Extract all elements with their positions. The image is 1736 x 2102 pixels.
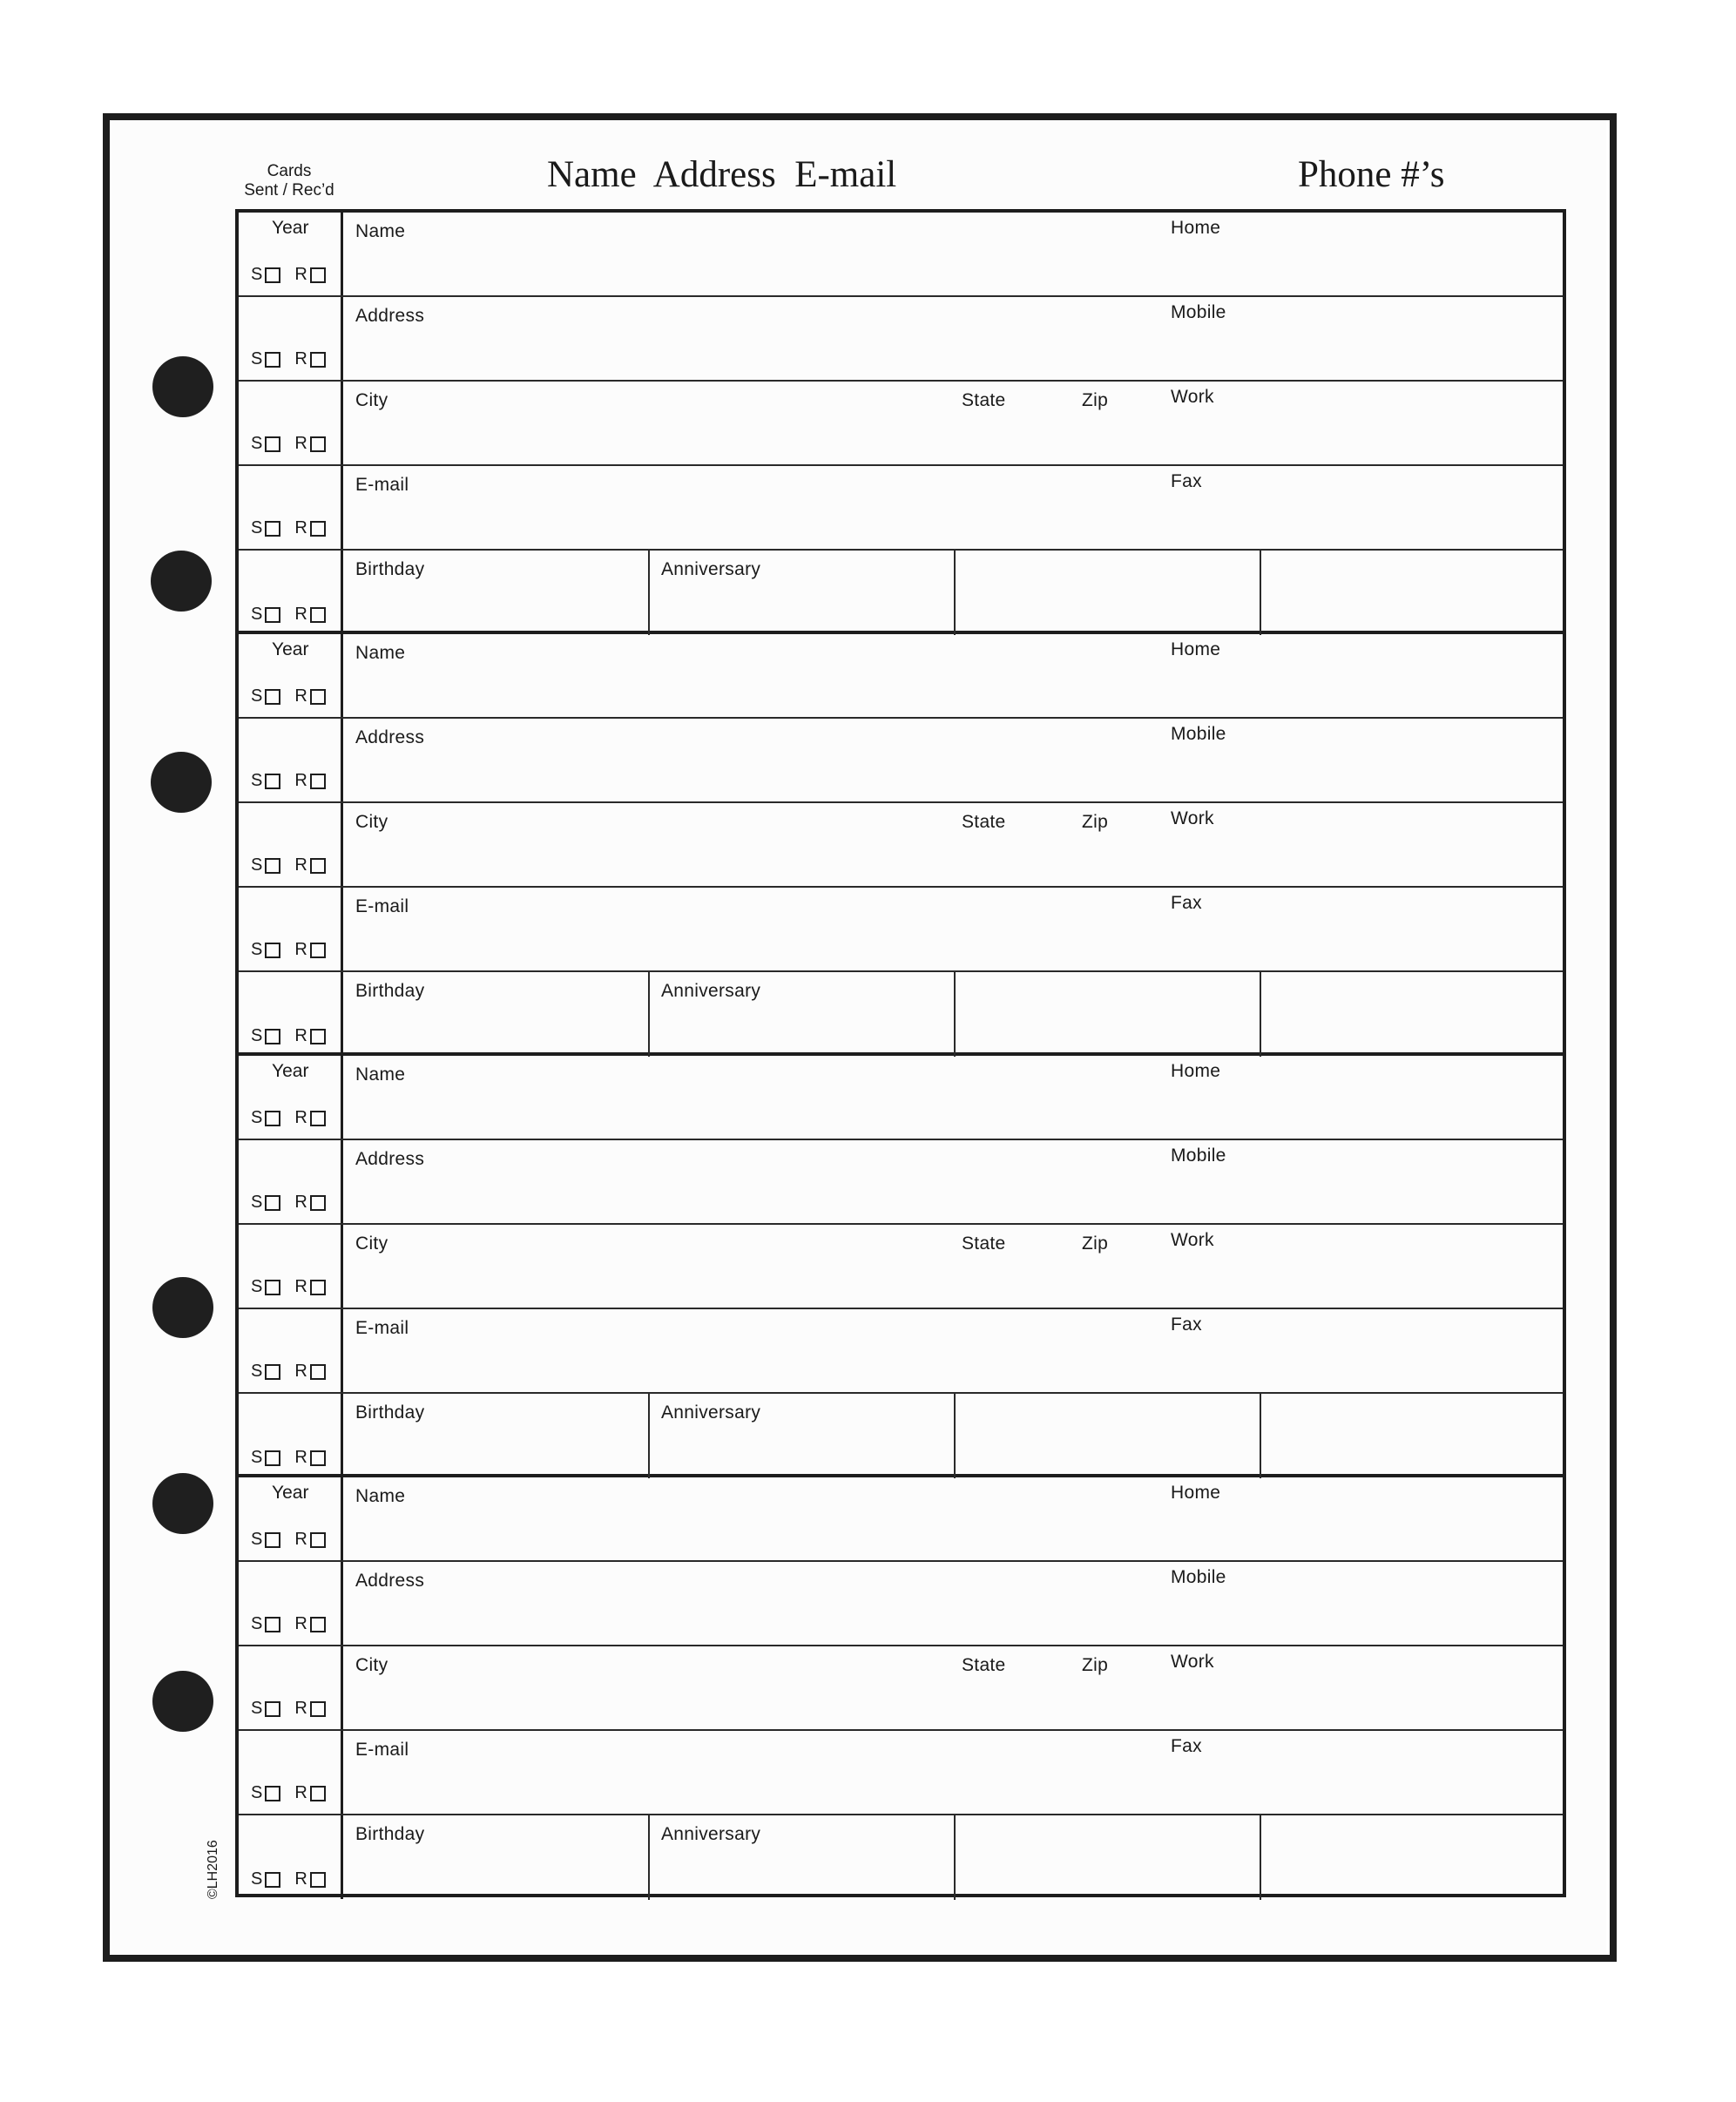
received-checkbox[interactable] xyxy=(310,1111,326,1126)
sent-received-checkboxes xyxy=(251,771,340,791)
sent-letter: S xyxy=(251,1783,263,1802)
sent-letter: S xyxy=(251,349,263,368)
sent-letter: S xyxy=(251,1614,263,1633)
dates-column-divider xyxy=(1260,972,1261,1057)
sent-letter: S xyxy=(251,1699,263,1718)
sent-letter: S xyxy=(251,1362,263,1381)
sent-checkbox[interactable] xyxy=(265,436,280,452)
city-field-label: City xyxy=(355,812,388,832)
dates-column-divider xyxy=(1260,1815,1261,1900)
address-field-label: Address xyxy=(355,306,425,326)
name-field-label: Name xyxy=(355,1065,406,1085)
home-field-label: Home xyxy=(1171,1061,1221,1081)
name-row xyxy=(239,634,1563,719)
sent-letter: S xyxy=(251,1530,263,1549)
received-checkbox[interactable] xyxy=(310,436,326,452)
sent-checkbox[interactable] xyxy=(265,521,280,537)
sent-received-checkboxes xyxy=(251,605,340,625)
sent-received-checkboxes xyxy=(251,940,340,960)
zip-field-label: Zip xyxy=(1082,390,1109,410)
sent-received-checkboxes xyxy=(251,1026,340,1046)
punch-hole-1 xyxy=(152,356,213,417)
received-checkbox[interactable] xyxy=(310,1872,326,1888)
work-field-label: Work xyxy=(1171,1230,1214,1250)
contact-entry-4 xyxy=(239,1477,1563,1899)
received-checkbox[interactable] xyxy=(310,1786,326,1801)
received-checkbox[interactable] xyxy=(310,943,326,958)
sent-received-checkboxes xyxy=(251,518,340,538)
sent-checkbox[interactable] xyxy=(265,352,280,368)
address-field-label: Address xyxy=(355,727,425,747)
cards-sent-received-header xyxy=(225,162,354,200)
received-checkbox[interactable] xyxy=(310,689,326,705)
work-field-label: Work xyxy=(1171,1652,1214,1672)
sent-received-checkboxes xyxy=(251,349,340,369)
received-checkbox[interactable] xyxy=(310,1364,326,1380)
received-letter: R xyxy=(294,1614,307,1633)
work-field-label: Work xyxy=(1171,387,1214,407)
name-field-label: Name xyxy=(355,643,406,663)
punch-hole-2 xyxy=(151,551,212,612)
sent-letter: S xyxy=(251,855,263,875)
state-field-label: State xyxy=(962,1655,1006,1675)
received-letter: R xyxy=(294,1783,307,1802)
sent-checkbox[interactable] xyxy=(265,1617,280,1632)
birthday-field-label: Birthday xyxy=(355,981,425,1001)
year-label: Year xyxy=(272,1061,309,1081)
city-row xyxy=(239,1225,1563,1309)
state-field-label: State xyxy=(962,812,1006,832)
birthday-field-label: Birthday xyxy=(355,1824,425,1844)
received-checkbox[interactable] xyxy=(310,1701,326,1717)
received-checkbox[interactable] xyxy=(310,521,326,537)
address-row xyxy=(239,1140,1563,1225)
birthday-field-label: Birthday xyxy=(355,1402,425,1423)
email-field-label: E-mail xyxy=(355,475,409,495)
name-field-label: Name xyxy=(355,221,406,241)
received-checkbox[interactable] xyxy=(310,352,326,368)
received-letter: R xyxy=(294,940,307,959)
anniversary-field-label: Anniversary xyxy=(661,559,761,579)
sent-received-checkboxes xyxy=(251,1277,340,1297)
received-checkbox[interactable] xyxy=(310,1450,326,1466)
phone-numbers-title: Phone #’s xyxy=(1298,154,1445,195)
received-letter: R xyxy=(294,1869,307,1889)
year-label: Year xyxy=(272,639,309,659)
dates-column-divider xyxy=(1260,1394,1261,1478)
sent-checkbox[interactable] xyxy=(265,607,280,623)
dates-column-divider xyxy=(954,1815,956,1900)
sent-letter: S xyxy=(251,434,263,453)
sent-received-checkboxes xyxy=(251,265,340,285)
received-letter: R xyxy=(294,1026,307,1045)
sent-letter: S xyxy=(251,940,263,959)
sent-letter: S xyxy=(251,265,263,284)
received-checkbox[interactable] xyxy=(310,267,326,283)
dates-column-divider xyxy=(648,972,650,1057)
home-field-label: Home xyxy=(1171,218,1221,238)
mobile-field-label: Mobile xyxy=(1171,724,1226,744)
sent-received-checkboxes xyxy=(251,434,340,454)
sent-checkbox[interactable] xyxy=(265,858,280,874)
city-row xyxy=(239,1646,1563,1731)
contact-entry-3 xyxy=(239,1056,1563,1477)
dates-row xyxy=(239,1394,1563,1478)
cards-label: Cards xyxy=(267,162,312,180)
fax-field-label: Fax xyxy=(1171,1736,1202,1756)
sent-received-checkboxes xyxy=(251,1108,340,1128)
sent-received-checkboxes xyxy=(251,1448,340,1468)
punch-hole-3 xyxy=(151,752,212,813)
received-letter: R xyxy=(294,518,307,537)
email-field-label: E-mail xyxy=(355,1740,409,1760)
address-field-label: Address xyxy=(355,1149,425,1169)
dates-column-divider xyxy=(648,551,650,635)
address-row xyxy=(239,297,1563,382)
address-row xyxy=(239,1562,1563,1646)
sent-received-checkboxes xyxy=(251,1362,340,1382)
email-field-label: E-mail xyxy=(355,896,409,916)
dates-row xyxy=(239,1815,1563,1900)
received-checkbox[interactable] xyxy=(310,1532,326,1548)
sent-checkbox[interactable] xyxy=(265,1195,280,1211)
city-row xyxy=(239,382,1563,466)
name-row xyxy=(239,1477,1563,1562)
sent-letter: S xyxy=(251,1448,263,1467)
dates-column-divider xyxy=(1260,551,1261,635)
received-letter: R xyxy=(294,434,307,453)
received-letter: R xyxy=(294,855,307,875)
sent-letter: S xyxy=(251,1026,263,1045)
received-letter: R xyxy=(294,605,307,624)
dates-column-divider xyxy=(954,1394,956,1478)
dates-column-divider xyxy=(954,551,956,635)
received-letter: R xyxy=(294,771,307,790)
zip-field-label: Zip xyxy=(1082,1655,1109,1675)
dates-column-divider xyxy=(954,972,956,1057)
contact-entry-1 xyxy=(239,213,1563,634)
mobile-field-label: Mobile xyxy=(1171,1146,1226,1166)
received-checkbox[interactable] xyxy=(310,1617,326,1632)
sent-checkbox[interactable] xyxy=(265,943,280,958)
zip-field-label: Zip xyxy=(1082,1233,1109,1254)
anniversary-field-label: Anniversary xyxy=(661,1402,761,1423)
received-checkbox[interactable] xyxy=(310,858,326,874)
home-field-label: Home xyxy=(1171,639,1221,659)
email-row xyxy=(239,888,1563,972)
address-grid xyxy=(235,209,1566,1897)
sent-checkbox[interactable] xyxy=(265,689,280,705)
birthday-field-label: Birthday xyxy=(355,559,425,579)
sent-received-checkboxes xyxy=(251,855,340,875)
city-field-label: City xyxy=(355,1655,388,1675)
sent-letter: S xyxy=(251,771,263,790)
received-letter: R xyxy=(294,1108,307,1127)
sent-letter: S xyxy=(251,1108,263,1127)
sent-checkbox[interactable] xyxy=(265,267,280,283)
received-checkbox[interactable] xyxy=(310,607,326,623)
sent-checkbox[interactable] xyxy=(265,1280,280,1295)
received-letter: R xyxy=(294,349,307,368)
sent-received-checkboxes xyxy=(251,1699,340,1719)
anniversary-field-label: Anniversary xyxy=(661,981,761,1001)
received-letter: R xyxy=(294,1448,307,1467)
year-label: Year xyxy=(272,218,309,238)
email-row xyxy=(239,1309,1563,1394)
sent-letter: S xyxy=(251,1869,263,1889)
sent-received-checkboxes xyxy=(251,686,340,706)
page-title: Name Address E-mail xyxy=(547,154,897,195)
state-field-label: State xyxy=(962,390,1006,410)
home-field-label: Home xyxy=(1171,1483,1221,1503)
fax-field-label: Fax xyxy=(1171,471,1202,491)
address-row xyxy=(239,719,1563,803)
punch-hole-6 xyxy=(152,1671,213,1732)
received-checkbox[interactable] xyxy=(310,1280,326,1295)
mobile-field-label: Mobile xyxy=(1171,1567,1226,1587)
zip-field-label: Zip xyxy=(1082,812,1109,832)
sent-received-label: Sent / Rec’d xyxy=(244,181,334,199)
contact-entry-2 xyxy=(239,634,1563,1056)
sent-checkbox[interactable] xyxy=(265,1364,280,1380)
sent-checkbox[interactable] xyxy=(265,1029,280,1044)
copyright-text: ©LH2016 xyxy=(206,1840,220,1899)
sent-letter: S xyxy=(251,1277,263,1296)
received-letter: R xyxy=(294,265,307,284)
sent-checkbox[interactable] xyxy=(265,1111,280,1126)
anniversary-field-label: Anniversary xyxy=(661,1824,761,1844)
sent-checkbox[interactable] xyxy=(265,774,280,789)
sent-received-checkboxes xyxy=(251,1193,340,1213)
name-row xyxy=(239,213,1563,297)
dates-column-divider xyxy=(648,1815,650,1900)
punch-hole-5 xyxy=(152,1473,213,1534)
email-row xyxy=(239,466,1563,551)
year-label: Year xyxy=(272,1483,309,1503)
sent-checkbox[interactable] xyxy=(265,1701,280,1717)
sent-received-checkboxes xyxy=(251,1614,340,1634)
received-letter: R xyxy=(294,686,307,706)
city-field-label: City xyxy=(355,1233,388,1254)
received-checkbox[interactable] xyxy=(310,774,326,789)
fax-field-label: Fax xyxy=(1171,1315,1202,1335)
email-field-label: E-mail xyxy=(355,1318,409,1338)
city-row xyxy=(239,803,1563,888)
city-field-label: City xyxy=(355,390,388,410)
punch-hole-4 xyxy=(152,1277,213,1338)
received-letter: R xyxy=(294,1699,307,1718)
name-row xyxy=(239,1056,1563,1140)
received-checkbox[interactable] xyxy=(310,1029,326,1044)
address-field-label: Address xyxy=(355,1571,425,1591)
mobile-field-label: Mobile xyxy=(1171,302,1226,322)
sent-letter: S xyxy=(251,686,263,706)
dates-row xyxy=(239,972,1563,1057)
sent-received-checkboxes xyxy=(251,1530,340,1550)
sent-received-checkboxes xyxy=(251,1869,340,1889)
received-checkbox[interactable] xyxy=(310,1195,326,1211)
received-letter: R xyxy=(294,1277,307,1296)
work-field-label: Work xyxy=(1171,808,1214,828)
name-field-label: Name xyxy=(355,1486,406,1506)
sent-checkbox[interactable] xyxy=(265,1532,280,1548)
fax-field-label: Fax xyxy=(1171,893,1202,913)
received-letter: R xyxy=(294,1362,307,1381)
sent-checkbox[interactable] xyxy=(265,1450,280,1466)
sent-letter: S xyxy=(251,518,263,537)
received-letter: R xyxy=(294,1530,307,1549)
dates-row xyxy=(239,551,1563,635)
sent-received-checkboxes xyxy=(251,1783,340,1803)
sent-letter: S xyxy=(251,605,263,624)
received-letter: R xyxy=(294,1193,307,1212)
email-row xyxy=(239,1731,1563,1815)
state-field-label: State xyxy=(962,1233,1006,1254)
sent-checkbox[interactable] xyxy=(265,1872,280,1888)
sent-letter: S xyxy=(251,1193,263,1212)
sent-checkbox[interactable] xyxy=(265,1786,280,1801)
dates-column-divider xyxy=(648,1394,650,1478)
